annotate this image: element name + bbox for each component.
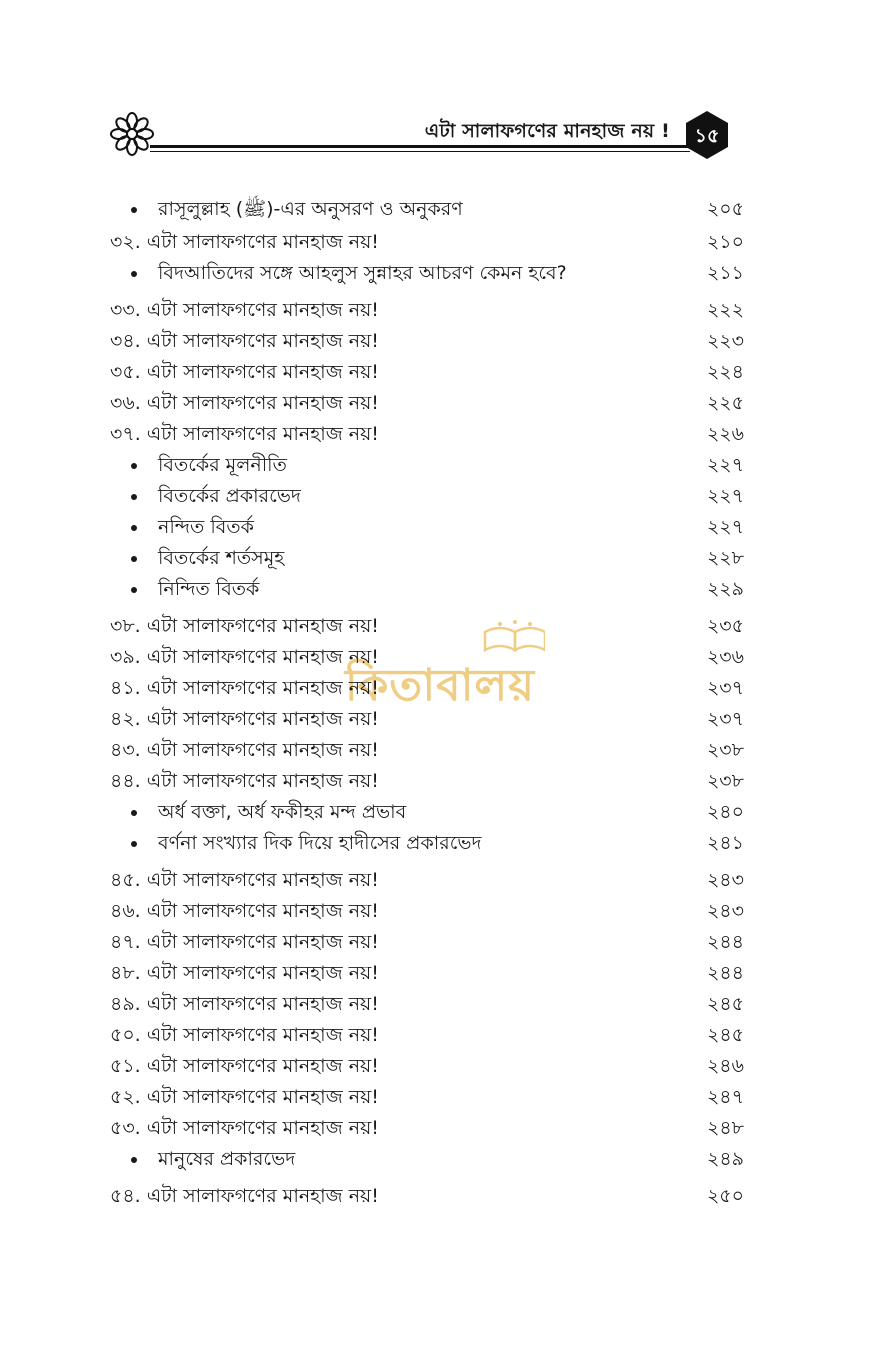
- toc-entry-title: ৩৩. এটা সালাফগণের মানহাজ নয়!: [110, 299, 379, 321]
- toc-entry-page-number: ২৩৮: [706, 770, 744, 792]
- toc-entry-page-number: ২২৬: [706, 423, 744, 445]
- toc-entry-title: ৪৪. এটা সালাফগণের মানহাজ নয়!: [110, 770, 379, 792]
- toc-entry-title: ৩৬. এটা সালাফগণের মানহাজ নয়!: [110, 392, 379, 414]
- bullet-icon: [131, 494, 137, 500]
- toc-entry-page-number: ২২৩: [706, 330, 744, 352]
- bullet-icon: [131, 810, 137, 816]
- toc-entry-page-number: ২৩৬: [706, 646, 744, 668]
- header-rule-thin: [150, 151, 690, 152]
- toc-entry-title: ৪৭. এটা সালাফগণের মানহাজ নয়!: [110, 931, 379, 953]
- running-header: [0, 0, 870, 170]
- toc-entry-title: ৫১. এটা সালাফগণের মানহাজ নয়!: [110, 1055, 379, 1077]
- toc-entry-title: বিতর্কের শর্তসমূহ: [158, 547, 285, 569]
- toc-entry-title: ৫৩. এটা সালাফগণের মানহাজ নয়!: [110, 1117, 379, 1139]
- running-header-title: এটা সালাফগণের মানহাজ নয় !: [424, 120, 670, 142]
- toc-entry-title: ৪৩. এটা সালাফগণের মানহাজ নয়!: [110, 739, 379, 761]
- toc-entry-title: ৪৯. এটা সালাফগণের মানহাজ নয়!: [110, 993, 379, 1015]
- toc-entry-title: বর্ণনা সংখ্যার দিক দিয়ে হাদীসের প্রকারভেদ: [158, 832, 482, 854]
- toc-entry-page-number: ২৪৩: [706, 900, 744, 922]
- toc-entry-page-number: ২১০: [706, 231, 744, 253]
- toc-entry-title: নিন্দিত বিতর্ক: [158, 578, 260, 600]
- toc-entry-title: ৪৬. এটা সালাফগণের মানহাজ নয়!: [110, 900, 379, 922]
- toc-entry-page-number: ২৪৮: [706, 1117, 744, 1139]
- toc-entry-page-number: ২২৭: [706, 454, 744, 476]
- toc-entry-page-number: ২৩৭: [706, 677, 744, 699]
- toc-entry-title: বিদআতিদের সঙ্গে আহলুস সুন্নাহর আচরণ কেমন হবে?: [158, 262, 567, 284]
- toc-entry-page-number: ২৫০: [706, 1185, 744, 1207]
- toc-entry-page-number: ২২৪: [706, 361, 744, 383]
- toc-entry-title: ৪৮. এটা সালাফগণের মানহাজ নয়!: [110, 962, 379, 984]
- bullet-icon: [131, 525, 137, 531]
- toc-entry-title: মানুষের প্রকারভেদ: [158, 1148, 296, 1170]
- toc-entry-page-number: ২৩৫: [706, 615, 744, 637]
- toc-entry-title: ৩৮. এটা সালাফগণের মানহাজ নয়!: [110, 615, 379, 637]
- toc-entry-page-number: ২৪৩: [706, 869, 744, 891]
- toc-entry-page-number: ২১১: [706, 262, 744, 284]
- toc-entry-title: বিতর্কের প্রকারভেদ: [158, 485, 301, 507]
- toc-entry-page-number: ২২৯: [706, 578, 744, 600]
- toc-entry-page-number: ২৪১: [706, 832, 744, 854]
- toc-entry-title: ৫৪. এটা সালাফগণের মানহাজ নয়!: [110, 1185, 379, 1207]
- toc-entry-title: অর্ধ বক্তা, অর্ধ ফকীহর মন্দ প্রভাব: [158, 801, 407, 823]
- toc-entry-page-number: ২২৫: [706, 392, 744, 414]
- toc-entry-title: ৩৫. এটা সালাফগণের মানহাজ নয়!: [110, 361, 379, 383]
- page-number: ১৫: [694, 125, 720, 147]
- bullet-icon: [131, 556, 137, 562]
- toc-entry-page-number: ২৪৭: [706, 1086, 744, 1108]
- toc-entry-title: ৪২. এটা সালাফগণের মানহাজ নয়!: [110, 708, 379, 730]
- bullet-icon: [131, 271, 137, 277]
- toc-entry-title: ৪১. এটা সালাফগণের মানহাজ নয়!: [110, 677, 379, 699]
- toc-entry-page-number: ২৪৫: [706, 993, 744, 1015]
- toc-entry-title: ৩৪. এটা সালাফগণের মানহাজ নয়!: [110, 330, 379, 352]
- toc-entry-page-number: ২৪৯: [706, 1148, 744, 1170]
- toc-entry-page-number: ২৩৭: [706, 708, 744, 730]
- toc-entry-page-number: ২২৭: [706, 516, 744, 538]
- toc-entry-title: রাসূলুল্লাহ (ﷺ)-এর অনুসরণ ও অনুকরণ: [158, 198, 463, 220]
- page-number-badge: [682, 110, 732, 160]
- toc-entry-title: ৩২. এটা সালাফগণের মানহাজ নয়!: [110, 231, 379, 253]
- toc-entry-page-number: ২৪৬: [706, 1055, 744, 1077]
- toc-entry-page-number: ২৪৪: [706, 962, 744, 984]
- bullet-icon: [131, 587, 137, 593]
- toc-entry-title: ৪৫. এটা সালাফগণের মানহাজ নয়!: [110, 869, 379, 891]
- toc-entry-page-number: ২৪৪: [706, 931, 744, 953]
- toc-entry-page-number: ২৪৫: [706, 1024, 744, 1046]
- toc-entry-title: ৫০. এটা সালাফগণের মানহাজ নয়!: [110, 1024, 379, 1046]
- toc-entry-title: নন্দিত বিতর্ক: [158, 516, 254, 538]
- bullet-icon: [131, 463, 137, 469]
- toc-entry-page-number: ২২৮: [706, 547, 744, 569]
- toc-entry-page-number: ২২৭: [706, 485, 744, 507]
- toc-entry-page-number: ২২২: [706, 299, 744, 321]
- bullet-icon: [131, 1157, 137, 1163]
- toc-entry-title: ৫২. এটা সালাফগণের মানহাজ নয়!: [110, 1086, 379, 1108]
- toc-entry-page-number: ২৩৮: [706, 739, 744, 761]
- toc-entry-page-number: ২৪০: [706, 801, 744, 823]
- toc-entry-page-number: ২০৫: [706, 198, 744, 220]
- bullet-icon: [131, 841, 137, 847]
- header-rule: [150, 145, 690, 148]
- toc-entry-title: বিতর্কের মূলনীতি: [158, 454, 287, 476]
- toc-entry-title: ৩৭. এটা সালাফগণের মানহাজ নয়!: [110, 423, 379, 445]
- floral-ornament-icon: [108, 110, 156, 158]
- watermark-text: কিতাবালয়: [344, 660, 536, 711]
- bullet-icon: [131, 207, 137, 213]
- toc-entry-title: ৩৯. এটা সালাফগণের মানহাজ নয়!: [110, 646, 379, 668]
